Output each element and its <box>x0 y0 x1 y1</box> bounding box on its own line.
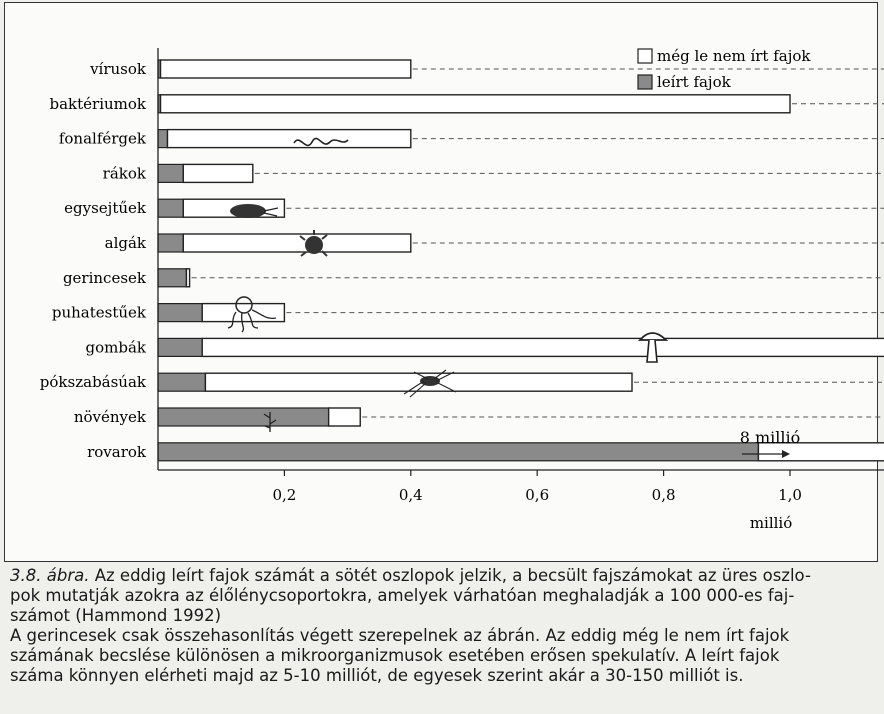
bar-undescribed <box>161 95 790 113</box>
x-tick-label: 0,2 <box>272 486 297 504</box>
figure-caption <box>10 566 878 686</box>
category-label: puhatestűek <box>51 303 146 322</box>
caption-line-1 <box>10 566 878 586</box>
legend-label: leírt fajok <box>657 73 731 91</box>
figure-label: 3.8. ábra. <box>10 566 90 585</box>
bar-described <box>158 164 183 182</box>
category-label: pókszabásúak <box>39 373 146 392</box>
category-label: rákok <box>102 164 146 183</box>
caption-line-2: pok mutatják azokra az élőlénycsoportokra, amelyek várhatóan meghaladják a 100 000-es faj- <box>10 586 795 605</box>
x-tick-label: 1,0 <box>778 486 802 504</box>
bar-described <box>158 408 329 426</box>
bar-undescribed <box>183 164 253 182</box>
bar-described <box>158 338 202 356</box>
bar-undescribed <box>161 60 411 78</box>
bar-described <box>158 443 758 461</box>
annotation-8-million: 8 millió <box>739 428 801 447</box>
x-axis-title: millió <box>749 514 793 532</box>
bar-undescribed <box>329 408 361 426</box>
caption-line-6: száma könnyen elérheti majd az 5-10 milliót, de egyesek szerint akár a 30-150 milliót is. <box>10 666 744 685</box>
category-label: egysejtűek <box>64 199 146 218</box>
bar-undescribed <box>167 130 410 148</box>
category-label: fonalférgek <box>58 129 146 148</box>
alga-icon <box>305 236 323 254</box>
legend-swatch <box>638 75 652 89</box>
caption-line-4: A gerincesek csak összehasonlítás végett szerepelnek az ábrán. Az eddig még le nem írt fajok <box>10 626 790 645</box>
bar-described <box>158 269 186 287</box>
bar-undescribed <box>186 269 189 287</box>
bar-described <box>158 130 167 148</box>
bar-described <box>158 234 183 252</box>
category-label: gerincesek <box>62 268 146 287</box>
bar-described <box>158 304 202 322</box>
bar-described <box>158 199 183 217</box>
bar-undescribed <box>183 234 411 252</box>
category-label: vírusok <box>90 60 146 78</box>
bar-undescribed <box>205 373 632 391</box>
bar-described <box>158 373 205 391</box>
legend-label: még le nem írt fajok <box>657 47 811 65</box>
x-tick-label: 0,6 <box>525 486 550 504</box>
mushroom-stem-icon <box>647 340 657 362</box>
caption-line-3: számot (Hammond 1992) <box>10 606 222 625</box>
mushroom-cap-icon <box>640 333 666 340</box>
caption-line-5: számának becslése különösen a mikroorganizmusok esetében erősen spekulatív. A leírt fajok <box>10 646 780 665</box>
x-tick-label: 0,4 <box>398 486 423 504</box>
caption-line-1-text: Az eddig leírt fajok számát a sötét oszlopok jelzik, a becsült fajszámokat az üres oszlo- <box>94 566 811 585</box>
category-label: rovarok <box>87 442 146 461</box>
category-label: algák <box>104 234 146 252</box>
category-label: növények <box>73 408 146 426</box>
category-label: gombák <box>85 338 146 357</box>
x-tick-label: 0,8 <box>651 486 676 504</box>
legend-swatch <box>638 49 652 63</box>
category-label: baktériumok <box>49 94 146 113</box>
protozoan-icon <box>230 204 266 218</box>
bar-undescribed <box>202 338 884 356</box>
